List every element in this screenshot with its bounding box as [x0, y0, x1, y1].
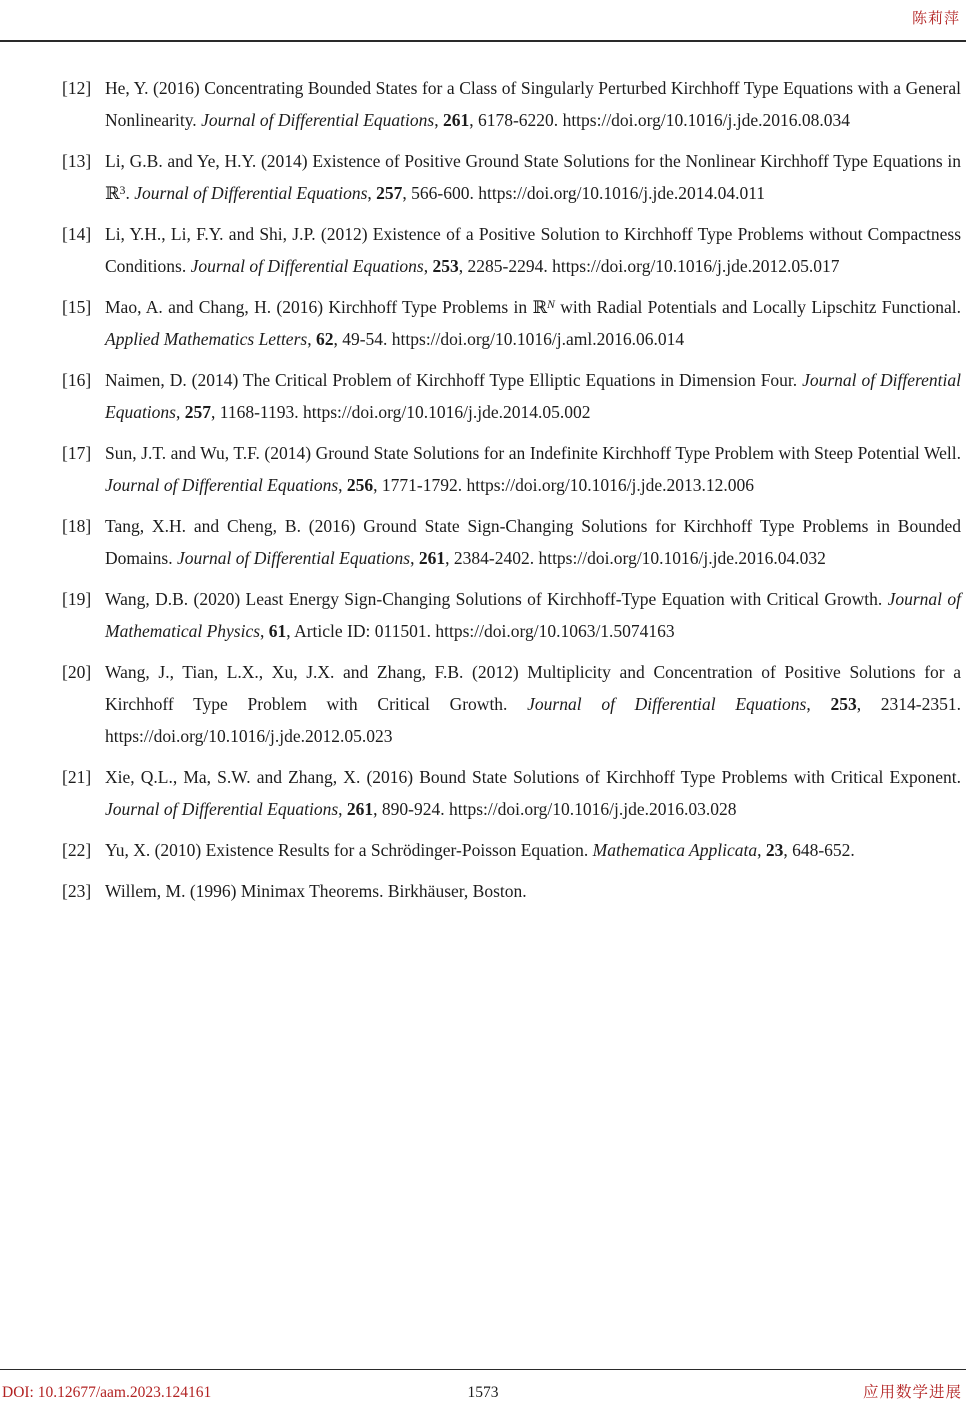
reference-segment: Willem, M. (1996) Minimax Theorems. Birkhäuser, Boston.	[105, 881, 527, 901]
reference-segment: 253	[830, 694, 857, 714]
reference-segment: 257	[184, 402, 211, 422]
reference-item	[62, 291, 961, 355]
reference-segment: ,	[338, 475, 347, 495]
reference-segment: , 648-652.	[783, 840, 855, 860]
reference-item	[62, 761, 961, 825]
reference-segment: Applied Mathematics Letters	[105, 329, 308, 349]
reference-number: [19]	[62, 589, 92, 609]
reference-segment: ,	[260, 621, 269, 641]
doi-link[interactable]: https://doi.org/10.1016/j.jde.2016.04.032	[538, 548, 826, 568]
reference-segment: ,	[367, 183, 377, 203]
reference-segment: He, Y. (2016) Concentrating Bounded States for a Class of Singularly Perturbed Kirchhoff Type Equations with a General Nonlinearity.	[105, 78, 961, 130]
doi-link[interactable]: https://doi.org/10.1016/j.jde.2012.05.017	[552, 256, 840, 276]
reference-segment: Journal of Differential Equations	[105, 475, 339, 495]
reference-item	[62, 583, 961, 647]
journal-name: 应用数学进展	[862, 1384, 962, 1401]
reference-text	[105, 291, 961, 355]
reference-segment: Sun, J.T. and Wu, T.F. (2014) Ground State Solutions for an Indefinite Kirchhoff Type Problem with Steep Potential Well.	[105, 443, 961, 463]
page-number: 1573	[467, 1384, 499, 1401]
reference-segment: 62	[315, 329, 334, 349]
doi-link[interactable]: https://doi.org/10.1016/j.jde.2016.08.034	[562, 110, 851, 130]
reference-segment: ℝ	[105, 183, 120, 203]
reference-number: [15]	[62, 297, 92, 317]
reference-segment: ,	[338, 799, 347, 819]
reference-segment: , 1168-1193.	[210, 402, 304, 422]
reference-segment: Journal of Differential Equations	[176, 548, 411, 568]
header-rule	[0, 40, 966, 42]
reference-segment: Mathematica Applicata	[592, 840, 758, 860]
reference-text	[105, 834, 961, 866]
doi-link[interactable]: https://doi.org/10.1016/j.jde.2014.04.011	[478, 183, 766, 203]
reference-segment: Journal of Differential Equations	[190, 256, 424, 276]
reference-segment: , 2384-2402.	[445, 548, 539, 568]
reference-segment: Wang, D.B. (2020) Least Energy Sign-Changing Solutions of Kirchhoff-Type Equation with Critical Growth.	[105, 589, 888, 609]
reference-segment: Journal of Differential Equations	[201, 110, 435, 130]
reference-number: [18]	[62, 516, 92, 536]
doi-link[interactable]: https://doi.org/10.1016/j.jde.2012.05.023	[105, 726, 393, 746]
reference-text	[105, 72, 961, 136]
reference-segment: Wang, J., Tian, L.X., Xu, J.X. and Zhang, F.B. (2012) Multiplicity and Concentration of Positive Solutions for a Kirchhoff Type Problem with Critical Growth.	[105, 662, 961, 714]
reference-item	[62, 72, 961, 136]
reference-item	[62, 364, 961, 428]
reference-segment: , 2314-2351.	[856, 694, 961, 714]
reference-text	[105, 364, 961, 428]
reference-text	[105, 510, 961, 574]
doi-link[interactable]: https://doi.org/10.1063/1.5074163	[435, 621, 675, 641]
reference-item	[62, 218, 961, 282]
reference-text	[105, 656, 961, 752]
reference-number: [22]	[62, 840, 92, 860]
reference-text	[105, 583, 961, 647]
reference-number: [17]	[62, 443, 92, 463]
reference-segment: ,	[423, 256, 433, 276]
reference-segment: Mao, A. and Chang, H. (2016) Kirchhoff Type Problems in	[105, 297, 533, 317]
reference-segment: Journal of Differential Equations	[105, 370, 961, 422]
reference-segment: , 2285-2294.	[458, 256, 553, 276]
reference-segment: 261	[418, 548, 446, 568]
reference-segment: 256	[346, 475, 374, 495]
reference-segment: Journal of Mathematical Physics	[105, 589, 961, 641]
reference-segment: , 890-924.	[373, 799, 449, 819]
reference-segment: Xie, Q.L., Ma, S.W. and Zhang, X. (2016) Bound State Solutions of Kirchhoff Type Problems with Critical Exponent.	[105, 767, 961, 787]
reference-segment: Naimen, D. (2014) The Critical Problem of Kirchhoff Type Elliptic Equations in Dimension Four.	[105, 370, 803, 390]
reference-segment: , 6178-6220.	[469, 110, 563, 130]
reference-segment: , Article ID: 011501.	[286, 621, 436, 641]
reference-segment: , 49-54.	[333, 329, 392, 349]
reference-item	[62, 875, 961, 907]
reference-segment: Journal of Differential Equations	[527, 694, 807, 714]
reference-number: [23]	[62, 881, 92, 901]
reference-text	[105, 218, 961, 282]
footer-rule	[0, 1369, 966, 1371]
reference-segment: ,	[175, 402, 185, 422]
reference-number: [20]	[62, 662, 92, 682]
reference-segment: , 1771-1792.	[373, 475, 467, 495]
references-list	[62, 72, 961, 916]
reference-segment: ,	[410, 548, 419, 568]
reference-text	[105, 761, 961, 825]
reference-number: [12]	[62, 78, 92, 98]
reference-segment: Journal of Differential Equations	[105, 799, 339, 819]
reference-segment: 23	[765, 840, 784, 860]
reference-segment: , 566-600.	[402, 183, 479, 203]
page-header	[912, 7, 960, 28]
reference-segment: 61	[268, 621, 287, 641]
reference-item	[62, 510, 961, 574]
reference-segment: ,	[434, 110, 443, 130]
reference-segment: 253	[432, 256, 459, 276]
reference-number: [21]	[62, 767, 92, 787]
reference-segment: with Radial Potentials and Locally Lipschitz Functional.	[554, 297, 962, 317]
reference-segment: ,	[806, 694, 831, 714]
reference-number: [13]	[62, 151, 92, 171]
reference-text	[105, 875, 961, 907]
page-footer	[0, 1378, 966, 1402]
reference-text	[105, 437, 961, 501]
reference-number: [16]	[62, 370, 92, 390]
running-head-author: 陈莉萍	[911, 11, 960, 27]
reference-segment: 3	[119, 182, 126, 197]
reference-segment: ℝ	[532, 297, 547, 317]
reference-segment: 261	[442, 110, 470, 130]
doi-link[interactable]: https://doi.org/10.1016/j.aml.2016.06.014	[391, 329, 685, 349]
reference-number: [14]	[62, 224, 92, 244]
reference-item	[62, 656, 961, 752]
reference-segment: Yu, X. (2010) Existence Results for a Schrödinger-Poisson Equation.	[105, 840, 593, 860]
reference-segment: .	[125, 183, 135, 203]
reference-segment: Journal of Differential Equations	[134, 183, 368, 203]
reference-item	[62, 834, 961, 866]
reference-segment: Li, Y.H., Li, F.Y. and Shi, J.P. (2012) Existence of a Positive Solution to Kirchhoff Type Problems without Compactness Conditions.	[105, 224, 961, 276]
reference-segment: ,	[757, 840, 766, 860]
doi-link[interactable]: https://doi.org/10.1016/j.jde.2016.03.028	[449, 799, 737, 819]
reference-segment: Li, G.B. and Ye, H.Y. (2014) Existence of Positive Ground State Solutions for the Nonlinear Kirchhoff Type Equations in	[105, 151, 961, 171]
reference-segment: Tang, X.H. and Cheng, B. (2016) Ground State Sign-Changing Solutions for Kirchhoff Type Problems in Bounded Domains.	[105, 516, 961, 568]
doi-link[interactable]: https://doi.org/10.1016/j.jde.2013.12.006	[466, 475, 754, 495]
reference-segment: 257	[376, 183, 403, 203]
doi-link[interactable]: DOI: 10.12677/aam.2023.124161	[2, 1384, 212, 1401]
reference-item	[62, 437, 961, 501]
reference-segment: N	[547, 296, 555, 311]
reference-segment: 261	[346, 799, 374, 819]
reference-item	[62, 145, 961, 209]
doi-link[interactable]: https://doi.org/10.1016/j.jde.2014.05.002	[303, 402, 591, 422]
reference-segment: ,	[307, 329, 316, 349]
reference-text	[105, 145, 961, 209]
